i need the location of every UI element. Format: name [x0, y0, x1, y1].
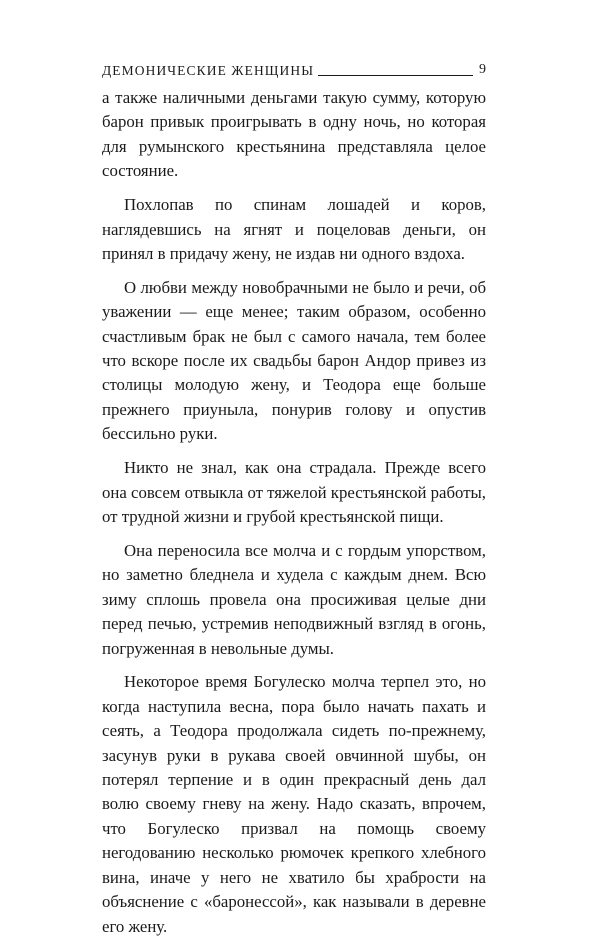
paragraph: О любви между новобрачными не было и речи, об уважении — еще менее; таким образом, особенно счастливым брак не был с самого начала, тем более что вскоре после их свадьбы барон Андор привез из столицы молодую жену, и Теодора еще больше прежнего приуныла, понурив голову и опустив бессильно руки.: [102, 277, 486, 444]
body-text: [102, 86, 486, 948]
running-head-title: ДЕМОНИЧЕСКИЕ ЖЕНЩИНЫ: [102, 62, 315, 78]
paragraph: Никто не знал, как она страдала. Прежде всего она совсем отвыкла от тяжелой крестьянской работы, от трудной жизни и грубой крестьянской пищи.: [102, 458, 486, 526]
running-head-rule: [318, 75, 473, 76]
paragraph: Некоторое время Богулеско молча терпел это, но когда наступила весна, пора было начать пахать и сеять, а Теодора продолжала сидеть по-прежнему, засунув руки в рукава своей овчинной шубы, он потерял терпение и в один прекрасный день дал волю своему гневу на жену. Надо сказать, впрочем, что Богулеско призвал на помощь своему негодованию несколько рюмочек крепкого хлебного вина, иначе у него не хватило бы храбрости на объяснение с «баронессой», как называли в деревне его жену.: [102, 672, 486, 936]
running-head: [102, 60, 486, 80]
paragraph: а также наличными деньгами такую сумму, которую барон привык проигрывать в одну ночь, но которая для румынского крестьянина представляла целое состояние.: [102, 88, 486, 181]
paragraph: Она переносила все молча и с гордым упорством, но заметно бледнела и худела с каждым днем. Всю зиму сплошь провела она просиживая целые дни перед печью, устремив неподвижный взгляд в огонь, погруженная в невольные думы.: [102, 540, 486, 658]
page-number: 9: [479, 62, 486, 77]
paragraph: Похлопав по спинам лошадей и коров, наглядевшись на ягнят и поцеловав деньги, он принял в придачу жену, не издав ни одного вздоха.: [102, 195, 486, 263]
